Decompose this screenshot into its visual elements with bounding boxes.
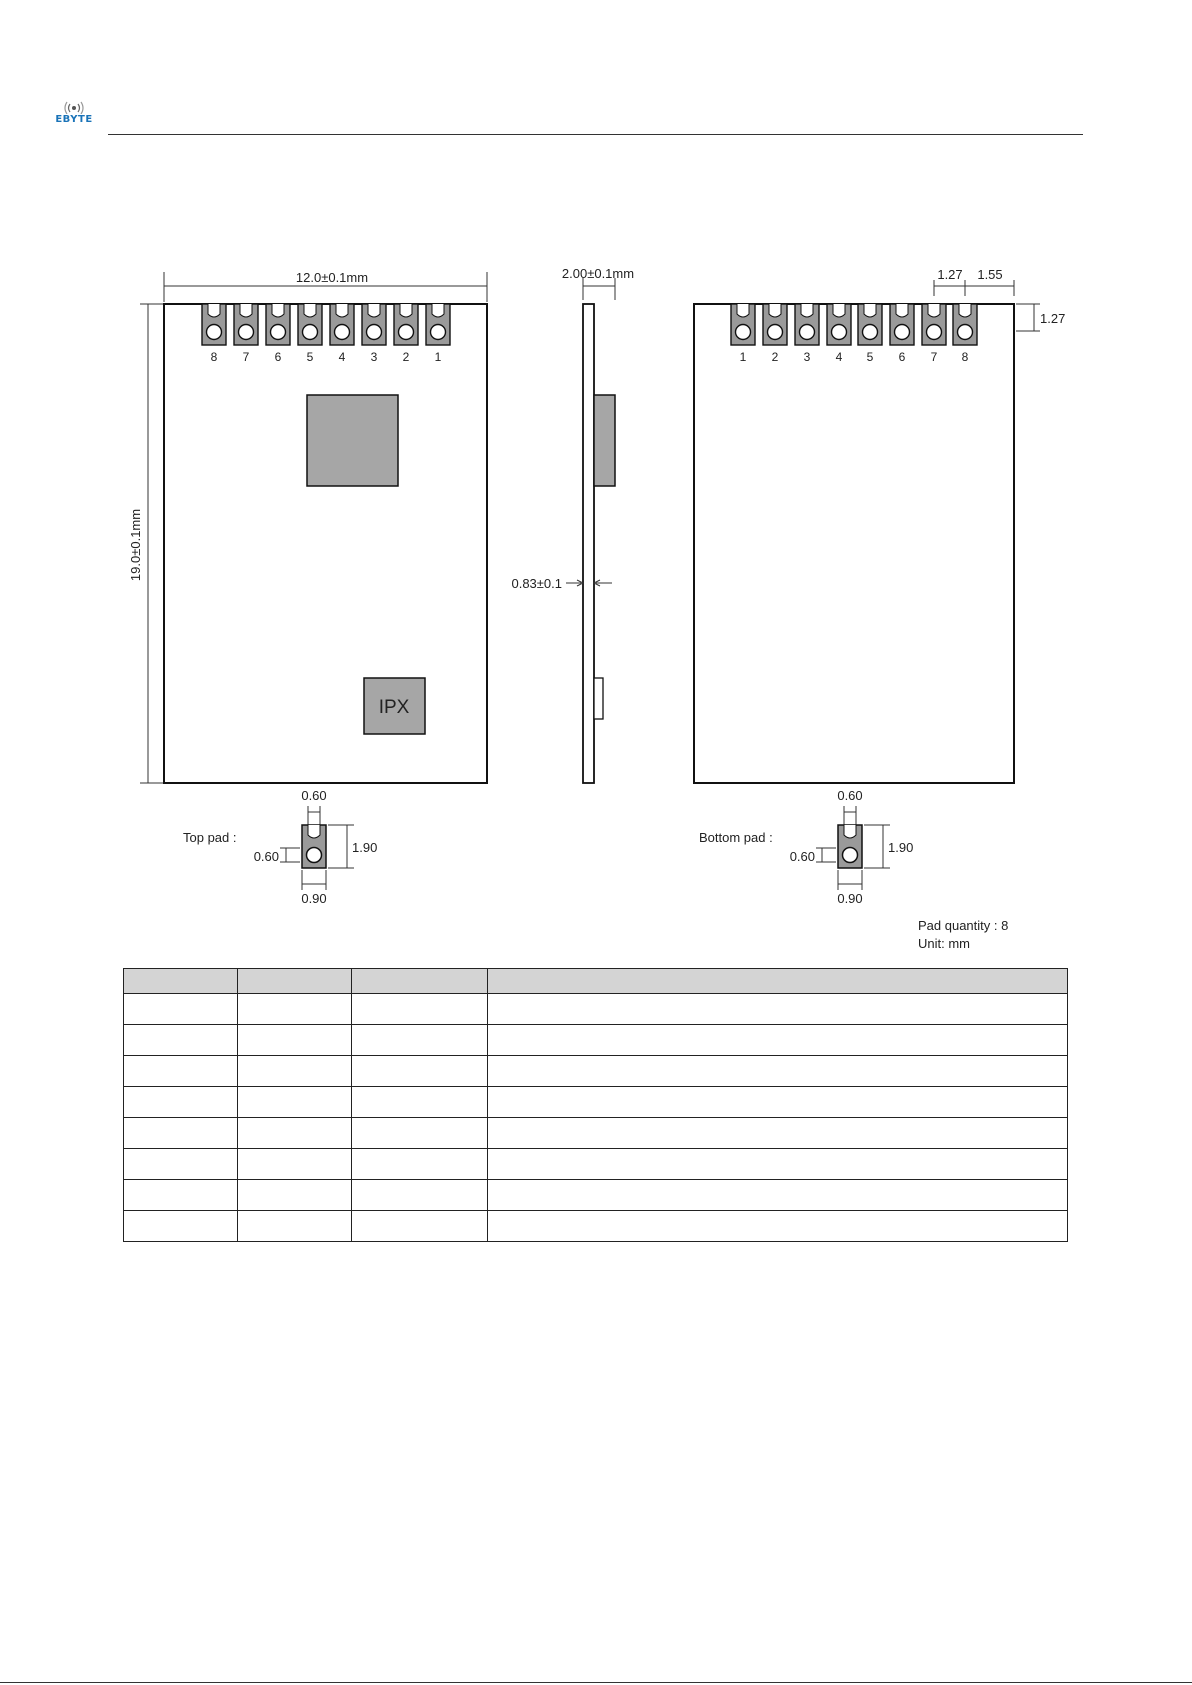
- side-board: [583, 304, 594, 783]
- top-pad-6: [362, 304, 386, 345]
- table-header-cell: [488, 969, 1068, 994]
- bottom-pad-2: [763, 304, 787, 345]
- table-cell: [124, 1118, 238, 1149]
- top-height-label: 19.0±0.1mm: [128, 508, 143, 582]
- top-pin-number: 6: [274, 350, 282, 364]
- table-cell: [124, 1149, 238, 1180]
- table-cell: [352, 1025, 488, 1056]
- bottom-pad-width: 0.90: [837, 891, 863, 906]
- bottom-pin-number: 5: [866, 350, 874, 364]
- table-header-cell: [352, 969, 488, 994]
- bottom-pin-number: 2: [771, 350, 779, 364]
- top-pad-3: [266, 304, 290, 345]
- top-pin-number: 3: [370, 350, 378, 364]
- top-pin-number: 1: [434, 350, 442, 364]
- table-header-cell: [238, 969, 352, 994]
- table-cell: [238, 1025, 352, 1056]
- side-board-label: 0.83±0.1: [511, 576, 562, 591]
- bottom-pad-title: Bottom pad :: [699, 830, 773, 845]
- top-pin-number: 8: [210, 350, 218, 364]
- table-cell: [238, 1056, 352, 1087]
- pad-offset-label: 1.27: [1040, 311, 1066, 326]
- top-pin-number: 5: [306, 350, 314, 364]
- bottom-pin-number: 3: [803, 350, 811, 364]
- pin-table: [123, 968, 1068, 1242]
- ipx-label: IPX: [378, 697, 410, 718]
- table-cell: [488, 1118, 1068, 1149]
- table-cell: [238, 1180, 352, 1211]
- table-cell: [124, 1087, 238, 1118]
- table-row: [124, 1118, 1068, 1149]
- bottom-view: [694, 267, 1065, 783]
- table-row: [124, 1211, 1068, 1242]
- top-pin-number: 4: [338, 350, 346, 364]
- edge-label: 1.55: [977, 267, 1003, 282]
- side-thickness-label: 2.00±0.1mm: [561, 266, 635, 281]
- table-cell: [352, 1056, 488, 1087]
- pad-quantity-note: Pad quantity : 8: [918, 918, 1009, 933]
- top-pad-width: 0.90: [301, 891, 327, 906]
- side-shield: [594, 395, 615, 486]
- bottom-pin-number: 4: [835, 350, 843, 364]
- table-cell: [488, 1025, 1068, 1056]
- table-cell: [238, 1211, 352, 1242]
- bottom-pin-number: 1: [739, 350, 747, 364]
- table-cell: [352, 1211, 488, 1242]
- footer-rule: [0, 1682, 1192, 1683]
- table-cell: [488, 1149, 1068, 1180]
- table-cell: [124, 1025, 238, 1056]
- top-pad-7: [394, 304, 418, 345]
- unit-note: Unit: mm: [918, 936, 970, 951]
- bottom-pad-5: [858, 304, 882, 345]
- bottom-pad-4: [827, 304, 851, 345]
- bottom-pin-number: 7: [930, 350, 938, 364]
- bottom-pin-number: 8: [961, 350, 969, 364]
- top-width-label: 12.0±0.1mm: [295, 270, 369, 285]
- table-row: [124, 994, 1068, 1025]
- top-view: [128, 270, 487, 783]
- top-board-outline: [164, 304, 487, 783]
- table-cell: [488, 1087, 1068, 1118]
- table-cell: [488, 1211, 1068, 1242]
- bottom-pad-detail: [699, 788, 913, 906]
- bottom-pad-3: [795, 304, 819, 345]
- bottom-pad-height: 1.90: [888, 840, 914, 855]
- top-pad-5: [330, 304, 354, 345]
- table-header-cell: [124, 969, 238, 994]
- table-cell: [488, 1180, 1068, 1211]
- table-cell: [352, 1087, 488, 1118]
- table-row: [124, 1087, 1068, 1118]
- top-pad-hole: 0.60: [253, 849, 279, 864]
- top-pad-8: [426, 304, 450, 345]
- top-pad-4: [298, 304, 322, 345]
- bottom-pad-8: [953, 304, 977, 345]
- table-row: [124, 1180, 1068, 1211]
- top-pad-height: 1.90: [352, 840, 378, 855]
- table-row: [124, 1149, 1068, 1180]
- table-cell: [124, 1056, 238, 1087]
- side-view: [511, 266, 634, 783]
- bottom-pad-top-width: 0.60: [837, 788, 863, 803]
- table-cell: [352, 1149, 488, 1180]
- table-row: [124, 1025, 1068, 1056]
- top-pin-number: 7: [242, 350, 250, 364]
- side-connector: [594, 678, 603, 719]
- table-header-row: [124, 969, 1068, 994]
- table-cell: [238, 994, 352, 1025]
- top-pad-detail: [183, 788, 377, 906]
- table-cell: [352, 1180, 488, 1211]
- table-cell: [124, 994, 238, 1025]
- table-cell: [238, 1118, 352, 1149]
- table-cell: [238, 1087, 352, 1118]
- table-cell: [238, 1149, 352, 1180]
- top-pad-2: [234, 304, 258, 345]
- chip-ic: [307, 395, 398, 486]
- table-cell: [488, 1056, 1068, 1087]
- table-cell: [124, 1180, 238, 1211]
- table-cell: [352, 1118, 488, 1149]
- bottom-pad-6: [890, 304, 914, 345]
- table-cell: [124, 1211, 238, 1242]
- bottom-pin-number: 6: [898, 350, 906, 364]
- bottom-pad-1: [731, 304, 755, 345]
- top-pad-title: Top pad :: [183, 830, 237, 845]
- top-pad-1: [202, 304, 226, 345]
- table-cell: [352, 994, 488, 1025]
- bottom-board-outline: [694, 304, 1014, 783]
- logo-text: EBYTE: [55, 114, 93, 125]
- table-row: [124, 1056, 1068, 1087]
- top-pad-top-width: 0.60: [301, 788, 327, 803]
- table-cell: [488, 994, 1068, 1025]
- bottom-pad-hole: 0.60: [789, 849, 815, 864]
- top-pin-number: 2: [402, 350, 410, 364]
- bottom-pad-7: [922, 304, 946, 345]
- pitch-label: 1.27: [937, 267, 963, 282]
